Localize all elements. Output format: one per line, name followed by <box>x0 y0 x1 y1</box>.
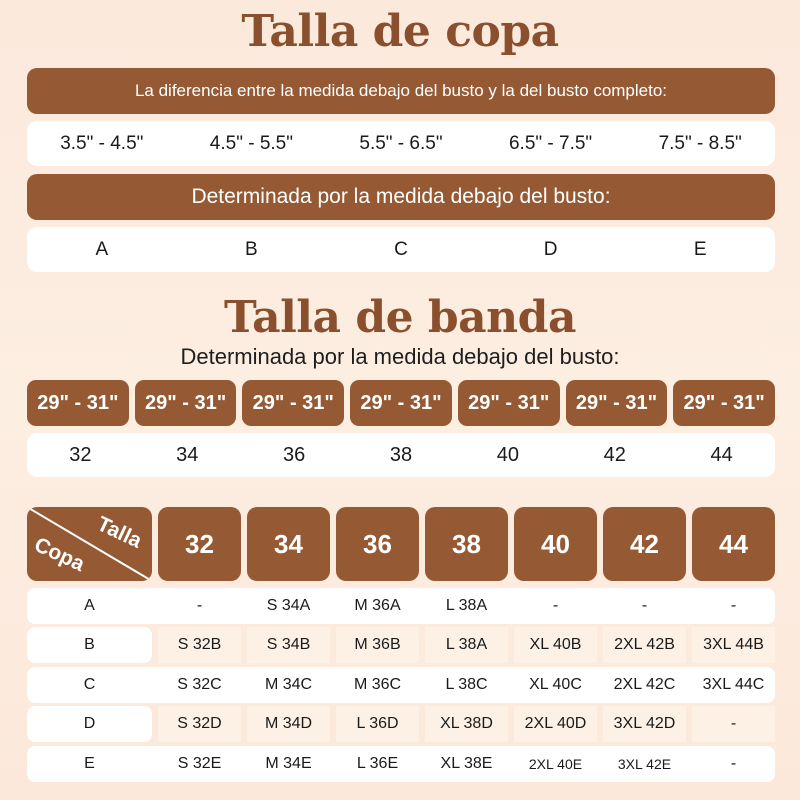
band-size: 34 <box>176 443 199 466</box>
table-cell: - <box>730 597 737 614</box>
table-row <box>27 667 775 703</box>
cup-letter: D <box>543 238 558 260</box>
band-subtitle: Determinada por la medida debajo del busto: <box>180 344 620 369</box>
band-size: 44 <box>710 443 733 466</box>
table-cell: - <box>641 597 648 614</box>
corner-talla-label: Talla <box>93 512 145 553</box>
table-cell: XL 38E <box>440 755 493 772</box>
band-size: 40 <box>496 443 519 466</box>
cup-letter: C <box>394 238 408 260</box>
band-range: 29" - 31" <box>350 380 452 426</box>
table-cell: - <box>730 755 737 772</box>
table-cell: M 34C <box>264 676 313 693</box>
cup-range: 4.5" - 5.5" <box>209 132 293 154</box>
table-cell: S 32B <box>158 627 241 663</box>
band-range: 29" - 31" <box>242 380 344 426</box>
table-cell: M 36A <box>354 597 401 614</box>
table-cell: - <box>692 706 775 742</box>
cup-range: 7.5" - 8.5" <box>658 132 742 154</box>
table-cell: XL 40C <box>529 676 582 693</box>
table-cell: 3XL 44B <box>692 627 775 663</box>
band-range: 29" - 31" <box>673 380 775 426</box>
table-row <box>27 627 775 663</box>
table-col-header: 38 <box>425 507 508 581</box>
cup-size-title: Talla de copa <box>241 6 559 57</box>
cup-ranges-row <box>27 121 775 166</box>
cup-letter: E <box>693 238 707 260</box>
table-cell: L 38A <box>425 627 508 663</box>
cup-range: 3.5" - 4.5" <box>60 132 144 154</box>
table-cell: M 36B <box>336 627 419 663</box>
table-cell: 2XL 40E <box>528 756 583 772</box>
row-cup-label: E <box>84 755 95 772</box>
table-cell: - <box>196 597 203 614</box>
cup-letters-row <box>27 227 775 272</box>
cup-difference-header <box>27 68 775 114</box>
table-col-header: 34 <box>247 507 330 581</box>
band-range: 29" - 31" <box>27 380 129 426</box>
table-cell: S 32D <box>158 706 241 742</box>
table-row <box>27 588 775 624</box>
band-ranges-row <box>27 380 775 426</box>
cup-determined-header <box>27 174 775 220</box>
band-size-title: Talla de banda <box>224 292 576 343</box>
table-row <box>27 706 775 742</box>
table-cell: 3XL 42E <box>617 756 672 772</box>
band-sizes-row <box>27 433 775 477</box>
band-size: 38 <box>389 443 413 466</box>
table-col-header: 44 <box>692 507 775 581</box>
table-cell: S 32C <box>177 676 222 693</box>
table-cell: 2XL 40D <box>514 706 597 742</box>
table-cell: 2XL 42C <box>613 676 676 693</box>
table-cell: XL 38D <box>425 706 508 742</box>
row-cup-label: D <box>27 706 152 742</box>
band-size: 36 <box>283 443 306 466</box>
row-cup-label: C <box>83 676 96 693</box>
table-cell: - <box>552 597 559 614</box>
table-cell: S 34A <box>266 597 311 614</box>
table-cell: M 34D <box>247 706 330 742</box>
table-col-header: 40 <box>514 507 597 581</box>
table-cell: S 34B <box>247 627 330 663</box>
table-cell: 3XL 44C <box>702 676 765 693</box>
table-col-header: 32 <box>158 507 241 581</box>
table-cell: S 32E <box>177 755 222 772</box>
band-size: 42 <box>603 443 626 466</box>
table-col-header: 42 <box>603 507 686 581</box>
band-range: 29" - 31" <box>566 380 668 426</box>
row-cup-label: A <box>84 597 95 614</box>
corner-copa-label: Copa <box>30 533 89 577</box>
table-row <box>27 746 775 782</box>
table-cell: M 34E <box>265 755 312 772</box>
cup-difference-label: La diferencia entre la medida debajo del busto y la del busto completo: <box>134 81 668 100</box>
table-cell: XL 40B <box>514 627 597 663</box>
cup-range: 6.5" - 7.5" <box>508 132 593 154</box>
table-cell: L 36D <box>336 706 419 742</box>
band-range: 29" - 31" <box>135 380 237 426</box>
table-cell: M 36C <box>353 676 402 693</box>
cup-letter: A <box>95 238 109 260</box>
cup-range: 5.5" - 6.5" <box>359 132 443 154</box>
table-col-header: 36 <box>336 507 419 581</box>
table-cell: L 38A <box>445 597 488 614</box>
table-cell: L 38C <box>445 676 488 693</box>
table-cell: L 36E <box>356 755 399 772</box>
table-corner-header <box>27 507 152 581</box>
row-cup-label: B <box>27 627 152 663</box>
cup-letter: B <box>245 238 258 260</box>
table-cell: 3XL 42D <box>603 706 686 742</box>
table-cell: 2XL 42B <box>603 627 686 663</box>
band-size: 32 <box>69 443 92 466</box>
band-range: 29" - 31" <box>458 380 560 426</box>
cup-determined-label: Determinada por la medida debajo del busto: <box>191 185 611 208</box>
